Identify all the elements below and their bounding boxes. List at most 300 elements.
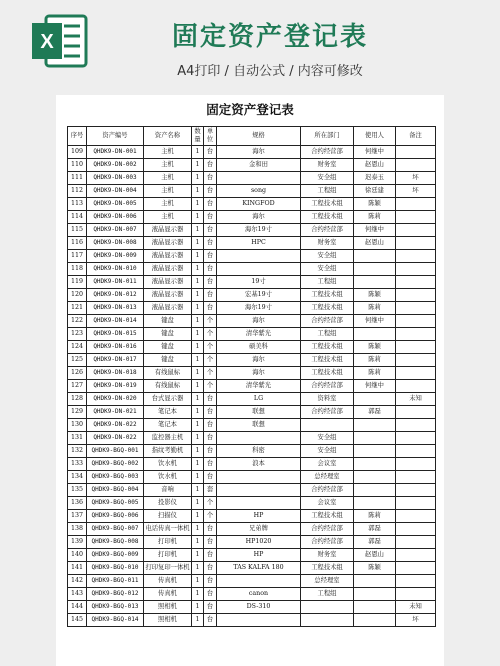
table-cell[interactable]: 119	[68, 276, 87, 289]
table-cell[interactable]: 科密	[217, 445, 301, 458]
table-cell[interactable]: 陈莉	[354, 354, 396, 367]
table-cell[interactable]	[396, 276, 436, 289]
table-cell[interactable]: 1	[192, 211, 204, 224]
table-cell[interactable]	[354, 484, 396, 497]
table-cell[interactable]: 113	[68, 198, 87, 211]
table-cell[interactable]: 台	[204, 302, 217, 315]
table-cell[interactable]: 114	[68, 211, 87, 224]
table-cell[interactable]: QHDK9-DN-004	[87, 185, 144, 198]
table-cell[interactable]	[396, 354, 436, 367]
table-cell[interactable]	[217, 263, 301, 276]
table-cell[interactable]: QHDK9-DN-003	[87, 172, 144, 185]
table-cell[interactable]	[354, 575, 396, 588]
table-cell[interactable]: 安全组	[301, 172, 354, 185]
table-cell[interactable]: 陈莉	[354, 211, 396, 224]
table-cell[interactable]: QHDK9-BGQ-009	[87, 549, 144, 562]
table-cell[interactable]: 联想	[217, 406, 301, 419]
table-cell[interactable]: QHDK9-DN-021	[87, 406, 144, 419]
table-cell[interactable]: 116	[68, 237, 87, 250]
table-cell[interactable]	[396, 406, 436, 419]
table-cell[interactable]: 工程技术组	[301, 562, 354, 575]
table-cell[interactable]: 郭磊	[354, 406, 396, 419]
table-cell[interactable]: 打印机	[144, 549, 192, 562]
table-cell[interactable]: 键盘	[144, 354, 192, 367]
table-cell[interactable]	[396, 198, 436, 211]
table-cell[interactable]: 110	[68, 159, 87, 172]
table-cell[interactable]: 个	[204, 341, 217, 354]
table-cell[interactable]: 联想	[217, 419, 301, 432]
table-cell[interactable]: QHDK9-DN-022	[87, 432, 144, 445]
table-cell[interactable]: 台	[204, 185, 217, 198]
table-cell[interactable]: 台	[204, 523, 217, 536]
table-cell[interactable]: 海尔	[217, 211, 301, 224]
table-cell[interactable]: 126	[68, 367, 87, 380]
table-cell[interactable]: 安全组	[301, 432, 354, 445]
table-cell[interactable]: QHDK9-BGQ-011	[87, 575, 144, 588]
table-cell[interactable]: QHDK9-BGQ-007	[87, 523, 144, 536]
table-cell[interactable]	[396, 510, 436, 523]
table-cell[interactable]	[396, 445, 436, 458]
table-cell[interactable]	[354, 432, 396, 445]
table-cell[interactable]: 台	[204, 263, 217, 276]
table-cell[interactable]: 键盘	[144, 315, 192, 328]
table-cell[interactable]: 财务室	[301, 237, 354, 250]
table-cell[interactable]: HPC	[217, 237, 301, 250]
table-cell[interactable]	[396, 159, 436, 172]
table-cell[interactable]: 1	[192, 380, 204, 393]
table-cell[interactable]: 1	[192, 575, 204, 588]
table-cell[interactable]: QHDK9-BGQ-002	[87, 458, 144, 471]
table-cell[interactable]	[217, 432, 301, 445]
table-cell[interactable]	[396, 575, 436, 588]
table-cell[interactable]: QHDK9-DN-016	[87, 341, 144, 354]
table-cell[interactable]: 125	[68, 354, 87, 367]
table-cell[interactable]: 134	[68, 471, 87, 484]
table-cell[interactable]: 笔记本	[144, 419, 192, 432]
table-cell[interactable]: 台	[204, 393, 217, 406]
table-cell[interactable]: 117	[68, 250, 87, 263]
table-cell[interactable]	[396, 289, 436, 302]
table-cell[interactable]	[301, 614, 354, 627]
table-cell[interactable]: 陈颖	[354, 562, 396, 575]
table-cell[interactable]: 1	[192, 159, 204, 172]
table-cell[interactable]: 台	[204, 601, 217, 614]
table-cell[interactable]: 何继中	[354, 146, 396, 159]
table-cell[interactable]: QHDK9-DN-020	[87, 393, 144, 406]
table-cell[interactable]: 有线鼠标	[144, 367, 192, 380]
table-cell[interactable]: QHDK9-BGQ-014	[87, 614, 144, 627]
table-cell[interactable]: 1	[192, 562, 204, 575]
table-cell[interactable]: 台	[204, 198, 217, 211]
table-cell[interactable]: 资料室	[301, 393, 354, 406]
table-cell[interactable]: song	[217, 185, 301, 198]
table-cell[interactable]: 合约经营部	[301, 224, 354, 237]
table-cell[interactable]: 传真机	[144, 575, 192, 588]
table-cell[interactable]	[396, 315, 436, 328]
table-cell[interactable]: 1	[192, 536, 204, 549]
table-cell[interactable]: 1	[192, 367, 204, 380]
table-cell[interactable]: 会议室	[301, 497, 354, 510]
table-cell[interactable]: 台	[204, 562, 217, 575]
table-cell[interactable]: 1	[192, 510, 204, 523]
table-cell[interactable]: 140	[68, 549, 87, 562]
table-cell[interactable]	[354, 497, 396, 510]
table-cell[interactable]: DS-310	[217, 601, 301, 614]
table-cell[interactable]: 138	[68, 523, 87, 536]
table-cell[interactable]: 主机	[144, 172, 192, 185]
table-cell[interactable]: 1	[192, 328, 204, 341]
table-cell[interactable]	[396, 302, 436, 315]
table-cell[interactable]: QHDK9-DN-022	[87, 419, 144, 432]
table-cell[interactable]: KINGFOD	[217, 198, 301, 211]
table-cell[interactable]: 液晶显示器	[144, 289, 192, 302]
table-cell[interactable]: 陈颖	[354, 289, 396, 302]
table-cell[interactable]	[217, 172, 301, 185]
table-cell[interactable]: 台	[204, 406, 217, 419]
table-cell[interactable]: 台	[204, 250, 217, 263]
table-cell[interactable]: TAS KALFA 180	[217, 562, 301, 575]
table-cell[interactable]	[354, 445, 396, 458]
table-cell[interactable]: 1	[192, 523, 204, 536]
table-cell[interactable]: 1	[192, 432, 204, 445]
table-cell[interactable]: 1	[192, 341, 204, 354]
table-cell[interactable]	[396, 562, 436, 575]
table-cell[interactable]: 安全组	[301, 250, 354, 263]
table-cell[interactable]: 120	[68, 289, 87, 302]
table-cell[interactable]: 主机	[144, 146, 192, 159]
table-cell[interactable]: 海尔19寸	[217, 302, 301, 315]
table-cell[interactable]: HP	[217, 549, 301, 562]
table-cell[interactable]: 电话传真一体机	[144, 523, 192, 536]
table-cell[interactable]: 133	[68, 458, 87, 471]
table-cell[interactable]: 海尔19寸	[217, 224, 301, 237]
table-cell[interactable]: 合约经营部	[301, 406, 354, 419]
table-cell[interactable]	[354, 250, 396, 263]
table-cell[interactable]: 137	[68, 510, 87, 523]
table-cell[interactable]: 饮水机	[144, 471, 192, 484]
table-cell[interactable]: 键盘	[144, 341, 192, 354]
table-cell[interactable]	[396, 588, 436, 601]
table-cell[interactable]: 打印机	[144, 536, 192, 549]
table-cell[interactable]	[396, 458, 436, 471]
table-cell[interactable]: 台	[204, 159, 217, 172]
table-cell[interactable]: 清华紫光	[217, 328, 301, 341]
table-cell[interactable]	[354, 614, 396, 627]
table-cell[interactable]: 海尔	[217, 315, 301, 328]
table-cell[interactable]: 1	[192, 393, 204, 406]
table-cell[interactable]: LG	[217, 393, 301, 406]
table-cell[interactable]: 合约经营部	[301, 523, 354, 536]
table-cell[interactable]: 个	[204, 380, 217, 393]
table-cell[interactable]	[396, 536, 436, 549]
table-cell[interactable]: 1	[192, 315, 204, 328]
table-cell[interactable]	[396, 341, 436, 354]
table-cell[interactable]: QHDK9-DN-007	[87, 224, 144, 237]
table-cell[interactable]: 迟泰玉	[354, 172, 396, 185]
table-cell[interactable]	[396, 497, 436, 510]
table-cell[interactable]	[396, 237, 436, 250]
table-cell[interactable]: 132	[68, 445, 87, 458]
table-cell[interactable]: 液晶显示器	[144, 250, 192, 263]
table-cell[interactable]: QHDK9-DN-001	[87, 146, 144, 159]
table-cell[interactable]	[396, 419, 436, 432]
table-cell[interactable]: QHDK9-DN-002	[87, 159, 144, 172]
table-cell[interactable]: 工程技术组	[301, 211, 354, 224]
table-cell[interactable]: QHDK9-DN-011	[87, 276, 144, 289]
table-cell[interactable]: 合约经营部	[301, 146, 354, 159]
table-cell[interactable]: 音响	[144, 484, 192, 497]
table-cell[interactable]: 台式显示器	[144, 393, 192, 406]
table-cell[interactable]: HP1020	[217, 536, 301, 549]
table-cell[interactable]	[217, 471, 301, 484]
table-cell[interactable]: 143	[68, 588, 87, 601]
table-cell[interactable]: QHDK9-BGQ-001	[87, 445, 144, 458]
table-cell[interactable]: 1	[192, 471, 204, 484]
table-cell[interactable]: 1	[192, 354, 204, 367]
table-cell[interactable]: 109	[68, 146, 87, 159]
table-cell[interactable]	[396, 146, 436, 159]
table-cell[interactable]	[396, 211, 436, 224]
table-cell[interactable]: 未知	[396, 393, 436, 406]
table-cell[interactable]: QHDK9-DN-006	[87, 211, 144, 224]
table-cell[interactable]: 个	[204, 497, 217, 510]
table-cell[interactable]: 液晶显示器	[144, 302, 192, 315]
table-cell[interactable]: QHDK9-BGQ-003	[87, 471, 144, 484]
table-cell[interactable]: 赵恩山	[354, 237, 396, 250]
table-cell[interactable]: 清华紫光	[217, 380, 301, 393]
table-cell[interactable]: 1	[192, 614, 204, 627]
table-cell[interactable]: 台	[204, 549, 217, 562]
table-cell[interactable]: 液晶显示器	[144, 276, 192, 289]
table-cell[interactable]: QHDK9-DN-015	[87, 328, 144, 341]
table-cell[interactable]: 海尔	[217, 354, 301, 367]
table-cell[interactable]: 陈莉	[354, 367, 396, 380]
table-cell[interactable]: 124	[68, 341, 87, 354]
table-cell[interactable]: 何继中	[354, 315, 396, 328]
table-cell[interactable]: 1	[192, 601, 204, 614]
table-cell[interactable]: 工程技术组	[301, 354, 354, 367]
table-cell[interactable]: 142	[68, 575, 87, 588]
table-cell[interactable]: 1	[192, 276, 204, 289]
table-cell[interactable]: QHDK9-BGQ-005	[87, 497, 144, 510]
table-cell[interactable]: 工程技术组	[301, 289, 354, 302]
table-cell[interactable]: 主机	[144, 159, 192, 172]
table-cell[interactable]	[396, 263, 436, 276]
table-cell[interactable]: 总经理室	[301, 575, 354, 588]
table-cell[interactable]: 131	[68, 432, 87, 445]
table-cell[interactable]: 台	[204, 588, 217, 601]
table-cell[interactable]: 坏	[396, 614, 436, 627]
table-cell[interactable]: QHDK9-DN-012	[87, 289, 144, 302]
table-cell[interactable]: 金和田	[217, 159, 301, 172]
table-cell[interactable]: 徐廷建	[354, 185, 396, 198]
table-cell[interactable]: QHDK9-BGQ-013	[87, 601, 144, 614]
table-cell[interactable]: QHDK9-BGQ-010	[87, 562, 144, 575]
table-cell[interactable]: 1	[192, 146, 204, 159]
table-cell[interactable]: 1	[192, 302, 204, 315]
table-cell[interactable]: 台	[204, 445, 217, 458]
table-cell[interactable]: 陈颖	[354, 198, 396, 211]
table-cell[interactable]: 个	[204, 510, 217, 523]
table-cell[interactable]	[354, 471, 396, 484]
table-cell[interactable]: 兄弟牌	[217, 523, 301, 536]
table-cell[interactable]: 扫描仪	[144, 510, 192, 523]
table-cell[interactable]: 赵恩山	[354, 549, 396, 562]
table-cell[interactable]	[217, 575, 301, 588]
table-cell[interactable]: 台	[204, 419, 217, 432]
table-cell[interactable]: 145	[68, 614, 87, 627]
table-cell[interactable]: 139	[68, 536, 87, 549]
table-cell[interactable]: QHDK9-DN-018	[87, 367, 144, 380]
table-cell[interactable]	[396, 549, 436, 562]
table-cell[interactable]: 130	[68, 419, 87, 432]
table-cell[interactable]	[354, 458, 396, 471]
table-cell[interactable]: QHDK9-DN-010	[87, 263, 144, 276]
table-cell[interactable]: 台	[204, 536, 217, 549]
table-cell[interactable]: 郭磊	[354, 523, 396, 536]
table-cell[interactable]: QHDK9-BGQ-006	[87, 510, 144, 523]
table-cell[interactable]	[354, 328, 396, 341]
table-cell[interactable]: 投影仪	[144, 497, 192, 510]
table-cell[interactable]: 工程组	[301, 588, 354, 601]
table-cell[interactable]: 1	[192, 237, 204, 250]
table-cell[interactable]: 121	[68, 302, 87, 315]
table-cell[interactable]	[354, 263, 396, 276]
table-cell[interactable]	[301, 601, 354, 614]
table-cell[interactable]: QHDK9-DN-013	[87, 302, 144, 315]
table-cell[interactable]: 台	[204, 237, 217, 250]
table-cell[interactable]	[396, 523, 436, 536]
table-cell[interactable]	[354, 588, 396, 601]
table-cell[interactable]: 浪本	[217, 458, 301, 471]
table-cell[interactable]: 1	[192, 419, 204, 432]
table-cell[interactable]	[354, 419, 396, 432]
table-cell[interactable]: QHDK9-DN-009	[87, 250, 144, 263]
table-cell[interactable]: 键盘	[144, 328, 192, 341]
table-cell[interactable]	[396, 328, 436, 341]
table-cell[interactable]: 1	[192, 406, 204, 419]
table-cell[interactable]: 何继中	[354, 224, 396, 237]
table-cell[interactable]: 112	[68, 185, 87, 198]
table-cell[interactable]: QHDK9-DN-014	[87, 315, 144, 328]
table-cell[interactable]	[396, 250, 436, 263]
table-cell[interactable]	[217, 484, 301, 497]
table-cell[interactable]: 台	[204, 471, 217, 484]
table-cell[interactable]: 未知	[396, 601, 436, 614]
table-cell[interactable]: 128	[68, 393, 87, 406]
table-cell[interactable]: 1	[192, 458, 204, 471]
table-cell[interactable]: 有线鼠标	[144, 380, 192, 393]
table-cell[interactable]	[396, 432, 436, 445]
table-cell[interactable]: 工程技术组	[301, 198, 354, 211]
table-cell[interactable]: 海尔	[217, 146, 301, 159]
table-cell[interactable]: 合约经营部	[301, 484, 354, 497]
table-cell[interactable]: 1	[192, 250, 204, 263]
table-cell[interactable]: 工程技术组	[301, 341, 354, 354]
table-cell[interactable]	[396, 471, 436, 484]
table-cell[interactable]: 工程组	[301, 328, 354, 341]
table-cell[interactable]: 台	[204, 614, 217, 627]
table-cell[interactable]	[217, 614, 301, 627]
table-cell[interactable]: 台	[204, 224, 217, 237]
table-cell[interactable]	[396, 367, 436, 380]
table-cell[interactable]: 饮水机	[144, 458, 192, 471]
table-cell[interactable]: 传真机	[144, 588, 192, 601]
table-cell[interactable]	[301, 419, 354, 432]
table-cell[interactable]: 118	[68, 263, 87, 276]
table-cell[interactable]	[217, 250, 301, 263]
table-cell[interactable]: 135	[68, 484, 87, 497]
table-cell[interactable]: 111	[68, 172, 87, 185]
table-cell[interactable]: 陈莉	[354, 510, 396, 523]
table-cell[interactable]	[354, 276, 396, 289]
table-cell[interactable]: 136	[68, 497, 87, 510]
table-cell[interactable]: 何继中	[354, 380, 396, 393]
table-cell[interactable]: 122	[68, 315, 87, 328]
table-cell[interactable]: 套	[204, 484, 217, 497]
table-cell[interactable]: 主机	[144, 198, 192, 211]
table-cell[interactable]	[396, 484, 436, 497]
table-cell[interactable]: 个	[204, 354, 217, 367]
table-cell[interactable]: 合约经营部	[301, 380, 354, 393]
table-cell[interactable]: 工程技术组	[301, 302, 354, 315]
table-cell[interactable]: 安全组	[301, 263, 354, 276]
table-cell[interactable]: 工程组	[301, 276, 354, 289]
table-cell[interactable]	[396, 224, 436, 237]
table-cell[interactable]	[354, 393, 396, 406]
table-cell[interactable]: 1	[192, 588, 204, 601]
table-cell[interactable]: 安全组	[301, 445, 354, 458]
table-cell[interactable]: 台	[204, 211, 217, 224]
table-cell[interactable]: 1	[192, 549, 204, 562]
table-cell[interactable]: 台	[204, 172, 217, 185]
table-cell[interactable]: 1	[192, 484, 204, 497]
table-cell[interactable]: QHDK9-BGQ-008	[87, 536, 144, 549]
table-cell[interactable]: 财务室	[301, 549, 354, 562]
table-cell[interactable]: 液晶显示器	[144, 237, 192, 250]
table-cell[interactable]: QHDK9-DN-017	[87, 354, 144, 367]
table-cell[interactable]	[354, 601, 396, 614]
table-cell[interactable]: 主机	[144, 211, 192, 224]
table-cell[interactable]: QHDK9-BGQ-004	[87, 484, 144, 497]
table-cell[interactable]: 宏基19寸	[217, 289, 301, 302]
table-cell[interactable]: 总经理室	[301, 471, 354, 484]
table-cell[interactable]: 个	[204, 315, 217, 328]
table-cell[interactable]: 129	[68, 406, 87, 419]
table-cell[interactable]: 坏	[396, 185, 436, 198]
table-cell[interactable]: 合约经营部	[301, 315, 354, 328]
table-cell[interactable]: 19寸	[217, 276, 301, 289]
table-cell[interactable]: 打印复印一体机	[144, 562, 192, 575]
table-cell[interactable]: 台	[204, 289, 217, 302]
table-cell[interactable]: 144	[68, 601, 87, 614]
table-cell[interactable]: 液晶显示器	[144, 224, 192, 237]
table-cell[interactable]: 指纹考勤机	[144, 445, 192, 458]
table-cell[interactable]: 1	[192, 198, 204, 211]
table-cell[interactable]: QHDK9-DN-008	[87, 237, 144, 250]
table-cell[interactable]: 液晶显示器	[144, 263, 192, 276]
table-cell[interactable]: 个	[204, 328, 217, 341]
table-cell[interactable]: 陈莉	[354, 302, 396, 315]
table-cell[interactable]: 坏	[396, 172, 436, 185]
table-cell[interactable]: 会议室	[301, 458, 354, 471]
table-cell[interactable]: QHDK9-DN-005	[87, 198, 144, 211]
table-cell[interactable]: 141	[68, 562, 87, 575]
table-cell[interactable]: 1	[192, 263, 204, 276]
table-cell[interactable]: 财务室	[301, 159, 354, 172]
table-cell[interactable]: 监控器主机	[144, 432, 192, 445]
table-cell[interactable]: canon	[217, 588, 301, 601]
